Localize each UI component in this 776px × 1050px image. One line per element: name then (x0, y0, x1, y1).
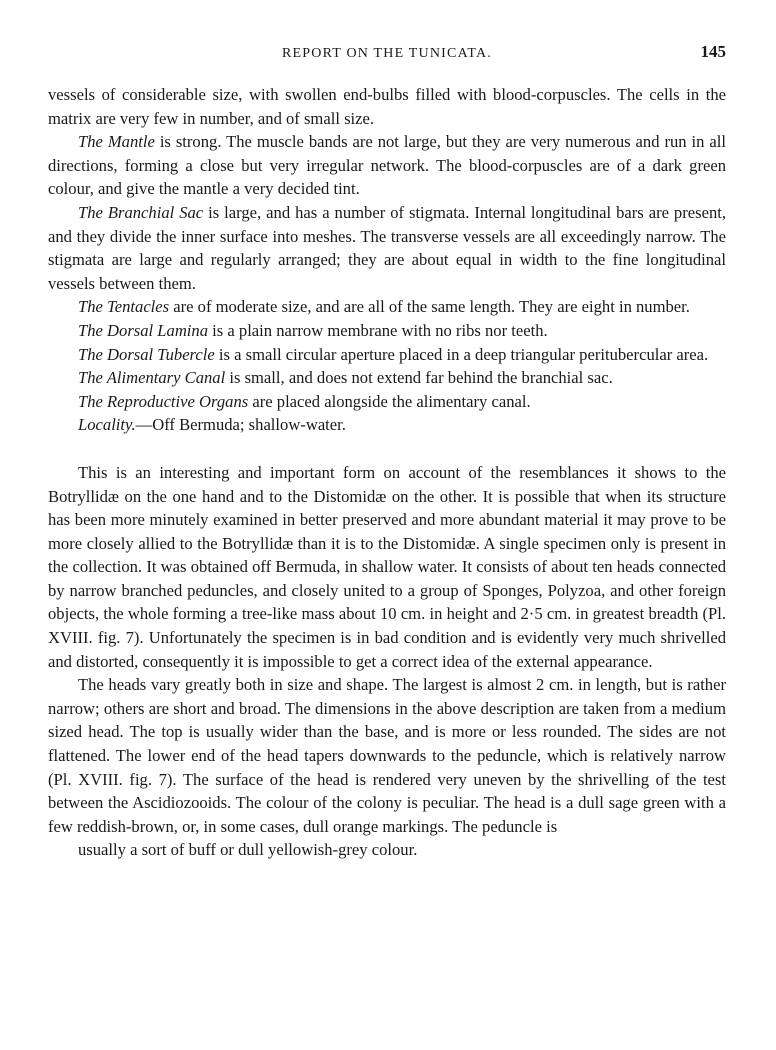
locality-text: —Off Bermuda; shallow-water. (135, 415, 346, 435)
tentacles-heading: The Tentacles (78, 297, 170, 317)
discussion-paragraph-1: This is an interesting and important form on account of the resemblances it shows to the Botryllidæ on the one hand and to the Distomidæ on the other. It is possible that when its structure has been more minutely examined in better preserved and more abundant material it may prove to be more closely allied to the Botryllidæ than it is to the Distomidæ. A single specimen only is present in the collection. It was obtained off Bermuda, in shallow water. It consists of about ten heads connected by narrow branched peduncles, and closely united to a group of Sponges, Polyzoa, and other foreign objects, the whole forming a tree-like mass about 10 cm. in height and 2·5 cm. in greatest breadth (Pl. XVIII. fig. 7). Unfortunately the specimen is in bad condition and is evidently very much shrivelled and distorted, consequently it is impossible to get a correct idea of the external appearance. (48, 462, 726, 671)
discussion-paragraph-2-body: The heads vary greatly both in size and shape. The largest is almost 2 cm. in length, but is rather narrow; others are short and broad. The dimensions in the above description are taken from a medium sized head. The top is usually wider than the base, and is more or less rounded. The sides are not flattened. The lower end of the head tapers downwards to the peduncle, which is relatively narrow (Pl. XVIII. fig. 7). The surface of the head is rendered very uneven by the shrivelling of the test between the Ascidiozooids. The colour of the colony is peculiar. The head is a dull sage green with a few reddish-brown, or, in some cases, dull orange markings. The peduncle is (48, 675, 726, 836)
locality-heading: Locality. (78, 415, 136, 435)
body-text (48, 83, 726, 862)
dorsal-tubercle-heading: The Dorsal Tubercle (78, 344, 215, 364)
discussion-paragraph-2 (48, 673, 726, 862)
reproductive-organs-paragraph (48, 390, 726, 414)
running-head (48, 40, 726, 70)
discussion-paragraph-2-last-line: usually a sort of buff or dull yellowish-grey colour. (78, 840, 418, 860)
section-gap (48, 437, 726, 461)
dorsal-tubercle-paragraph (48, 343, 726, 367)
branchial-sac-heading: The Branchial Sac (78, 202, 204, 222)
tentacles-paragraph (48, 295, 726, 319)
continuation-paragraph: vessels of considerable size, with swollen end-bulbs filled with blood-corpuscles. The cells in the matrix are very few in number, and of small size. (48, 85, 726, 128)
alimentary-canal-paragraph (48, 366, 726, 390)
reproductive-organs-heading: The Reproductive Organs (78, 391, 249, 411)
reproductive-organs-text: are placed alongside the alimentary canal. (248, 391, 531, 411)
branchial-sac-paragraph (48, 201, 726, 295)
page-number: 145 (700, 42, 726, 61)
locality-paragraph (48, 413, 726, 437)
alimentary-canal-text: is small, and does not extend far behind the branchial sac. (225, 368, 613, 388)
running-title: REPORT ON THE TUNICATA. (282, 46, 492, 61)
tentacles-text: are of moderate size, and are all of the same length. They are eight in number. (169, 297, 690, 317)
mantle-text: is strong. The muscle bands are not large, but they are very numerous and run in all directions, forming a close but very irregular network. The blood-corpuscles are of a dark green colour, and give the mantle a very decided tint. (48, 132, 726, 199)
branchial-sac-text: is large, and has a number of stigmata. Internal longitudinal bars are present, and they divide the inner surface into meshes. The transverse vessels are all exceedingly narrow. The stigmata are large and regularly arranged; they are about equal in width to the fine longitudinal vessels between them. (48, 202, 726, 293)
mantle-heading: The Mantle (78, 132, 155, 152)
mantle-paragraph (48, 130, 726, 201)
alimentary-canal-heading: The Alimentary Canal (78, 368, 226, 388)
dorsal-lamina-text: is a plain narrow membrane with no ribs nor teeth. (208, 320, 548, 340)
dorsal-lamina-heading: The Dorsal Lamina (78, 320, 209, 340)
dorsal-lamina-paragraph (48, 319, 726, 343)
dorsal-tubercle-text: is a small circular aperture placed in a deep triangular peritubercular area. (214, 344, 709, 364)
